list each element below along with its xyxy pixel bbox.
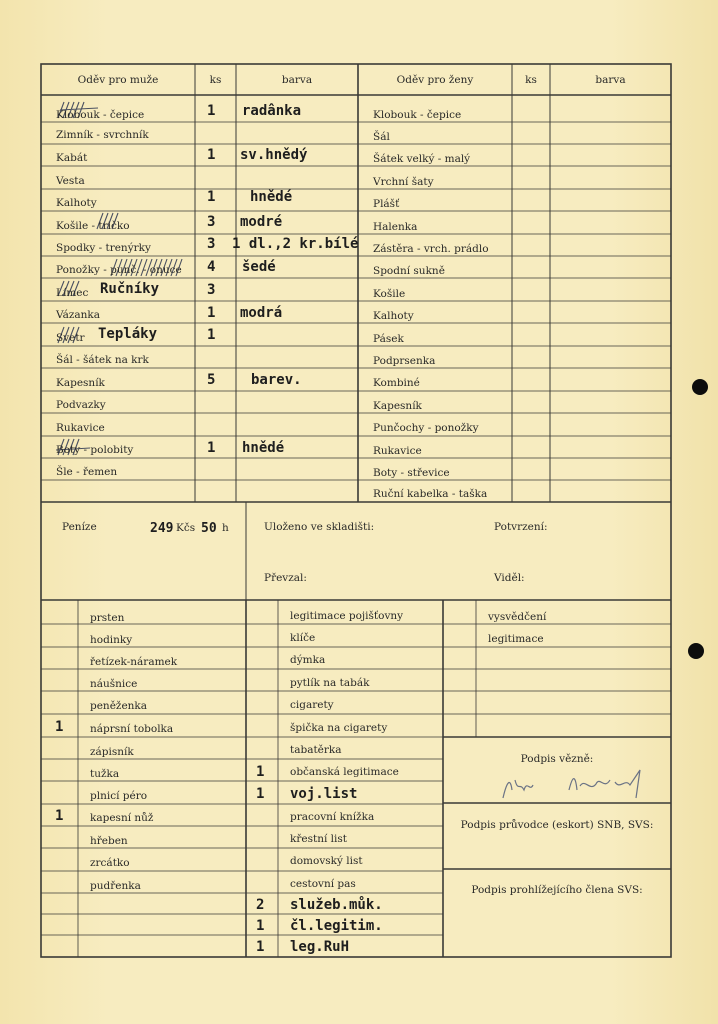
document-item-typed: voj.list [290,786,358,802]
personal-item: řetízek-náramek [90,656,178,668]
men-item: Vesta [56,175,85,187]
escort-signature-label: Podpis průvodce (eskort) SNB, SVS: [460,819,654,831]
men-item: Kabát [56,152,88,164]
women-item: Šátek velký - malý [373,153,471,165]
women-item: Ruční kabelka - taška [373,488,488,500]
document-count: 1 [256,918,265,934]
men-count: 1 [207,147,216,163]
men-item: Košile - tričko [56,220,130,232]
men-added-item: Ručníky [100,281,160,297]
men-item: Kalhoty [56,197,97,209]
header-women-ks: ks [525,74,537,86]
men-count: 1 [207,103,216,119]
personal-item: plnicí péro [90,790,148,802]
document-item: klíče [290,632,316,644]
document-item: tabatěrka [290,744,342,756]
prisoner-signature-label: Podpis vězně: [520,753,594,765]
document-item: křestní list [290,833,347,845]
men-color: modrá [240,305,283,321]
punch-hole [688,643,704,659]
money-hellers-unit: h [222,522,229,534]
document-item: dýmka [290,654,326,666]
women-item: Spodní sukně [373,265,445,277]
men-count: 3 [207,214,216,230]
men-color: modré [240,214,283,230]
women-item: Klobouk - čepice [373,109,462,121]
men-color: šedé [242,259,276,275]
men-color: 1 dl.,2 kr.bílé [232,236,358,252]
men-item: Zimník - svrchník [56,129,149,141]
men-item: Kapesník [56,377,105,389]
personal-item: zápisník [90,746,134,758]
men-item: Spodky - trenýrky [56,242,151,254]
prisoner-signature [503,770,640,798]
document-item: občanská legitimace [290,766,399,778]
men-color: hnědé [242,440,285,456]
money-hellers: 50 [201,521,217,536]
men-count: 1 [207,189,216,205]
men-item: Boty - polobity [56,444,134,456]
men-color: barev. [251,372,302,388]
header-men-clothing: Oděv pro muže [77,74,159,86]
personal-item: náušnice [90,678,138,690]
men-count: 5 [207,372,216,388]
document-count: 1 [256,786,265,802]
personal-item: prsten [90,612,125,624]
personal-item: kapesní nůž [90,812,154,824]
men-item: Rukavice [56,422,105,434]
women-item: Podprsenka [373,355,436,367]
men-count: 1 [207,327,216,343]
header-men-color: barva [281,74,313,86]
document-item-typed: služeb.můk. [290,897,383,913]
document-item: domovský list [290,855,363,867]
taken-over-label: Převzal: [264,572,307,584]
personal-item: peněženka [90,700,148,712]
women-item: Boty - střevice [373,467,450,479]
personal-item: hřeben [90,835,128,847]
women-item: Zástěra - vrch. prádlo [373,243,489,255]
inspector-signature-label: Podpis prohlížejícího člena SVS: [471,884,643,896]
money-label: Peníze [62,521,97,533]
women-item: Punčochy - ponožky [373,422,479,434]
header-women-clothing: Oděv pro ženy [396,74,474,86]
header-women-color: barva [595,74,626,86]
women-item: Vrchní šaty [373,176,434,188]
women-item: Kapesník [373,400,422,412]
men-count: 1 [207,305,216,321]
personal-item: hodinky [90,634,133,646]
personal-item-count: 1 [55,808,64,824]
document-item: špička na cigarety [290,722,388,734]
document-item-typed: leg.RuH [290,939,350,955]
seen-label: Viděl: [494,572,525,584]
men-count: 1 [207,440,216,456]
men-count: 3 [207,236,216,252]
men-color: hnědé [250,189,293,205]
women-item: Halenka [373,221,418,233]
men-count: 3 [207,282,216,298]
document-count: 2 [256,897,265,913]
men-item: Podvazky [56,399,106,411]
punch-hole [692,379,708,395]
men-item: Límec [56,287,89,299]
document-item-typed: čl.legitim. [290,918,383,934]
right-item: vysvědčení [488,611,547,623]
men-item: Ponožky - punč. - onuce [56,264,182,276]
women-item: Kalhoty [373,310,414,322]
document-item: pracovní knížka [290,811,375,823]
men-item: Šle - řemen [56,466,118,478]
women-item: Pásek [373,333,404,345]
confirmation-label: Potvrzení: [494,521,548,533]
right-item: legitimace [488,633,544,645]
men-item: Svetr [56,332,85,344]
personal-item: zrcátko [90,857,130,869]
men-item: Klobouk - čepice [56,109,145,121]
men-count: 4 [207,259,216,275]
document-item: legitimace pojišťovny [290,610,404,622]
women-item: Plášť [373,198,400,210]
personal-item-count: 1 [55,719,64,735]
document-count: 1 [256,939,265,955]
women-item: Kombiné [373,377,420,389]
personal-item: tužka [90,768,120,780]
men-added-item: Tepláky [98,326,158,342]
men-item: Vázanka [56,309,101,321]
men-color: sv.hnědý [240,147,308,163]
personal-item: pudřenka [90,880,141,892]
document-item: cestovní pas [290,878,356,890]
money-crowns: 249 [150,521,174,536]
money-crowns-unit: Kčs [176,522,196,534]
men-color: radânka [242,103,302,119]
women-item: Rukavice [373,445,422,457]
personal-item: náprsní tobolka [90,723,174,735]
women-item: Šál [373,131,390,143]
document-count: 1 [256,764,265,780]
document-item: cigarety [290,699,334,711]
men-item: Šál - šátek na krk [56,354,149,366]
stored-label: Uloženo ve skladišti: [264,521,375,533]
document-item: pytlík na tabák [290,677,370,689]
header-men-ks: ks [209,74,222,86]
women-item: Košile [373,288,406,300]
